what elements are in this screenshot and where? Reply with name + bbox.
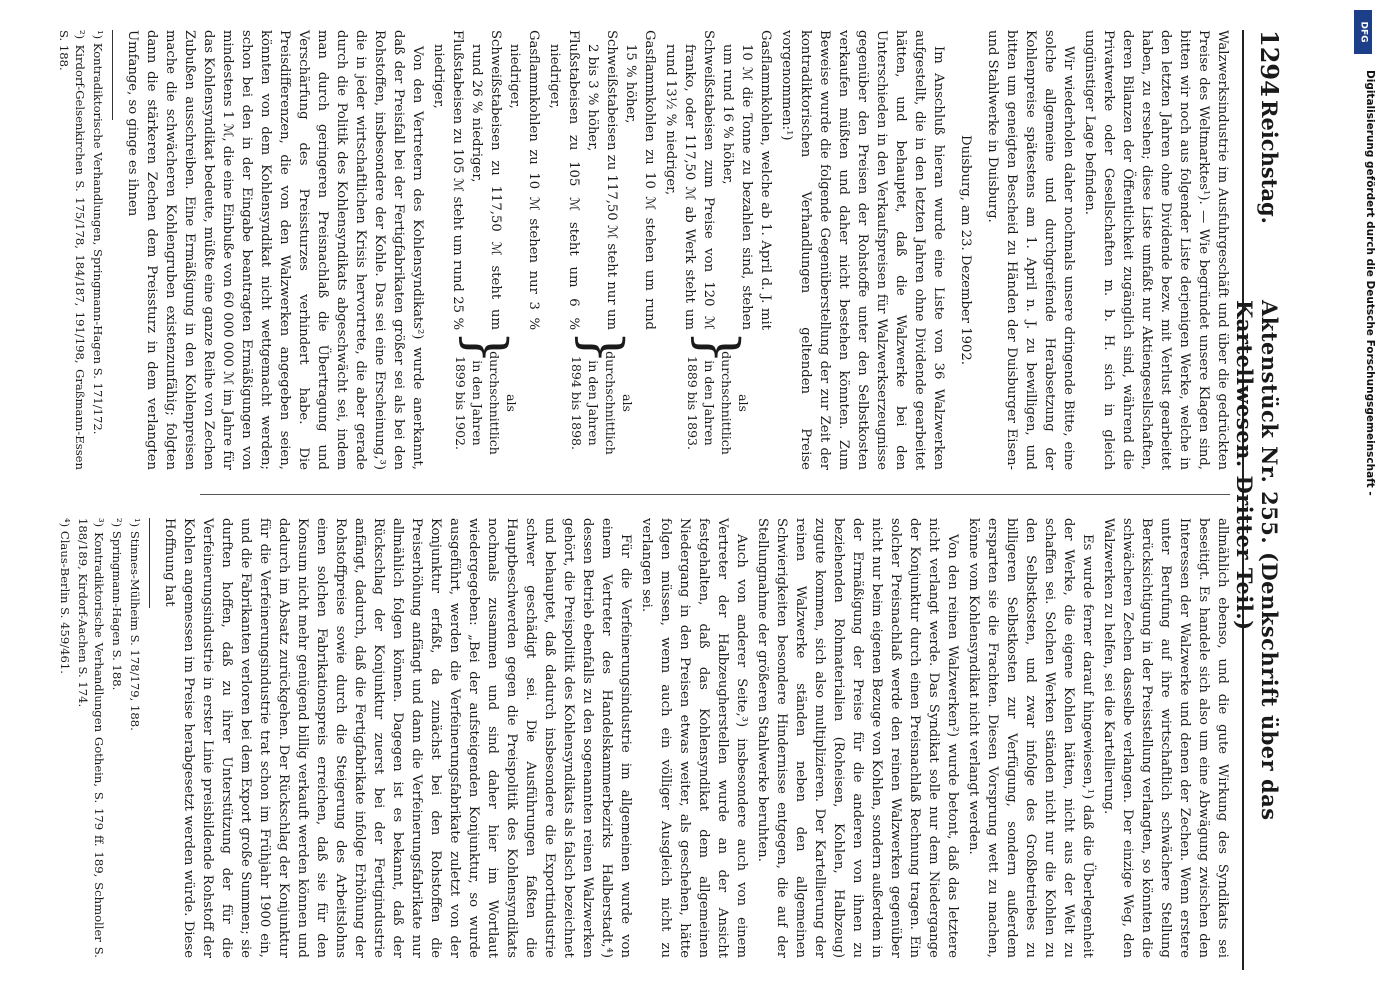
comparison-period: als durchschnittlich in den Jahren 1899 bis 1902.	[453, 351, 519, 455]
paragraph: Wir wiederholen daher nochmals unsere dringende Bitte, eine solche allgemeine und durchgreifende Herabsetzung der Kohlenpreise spätestens am 1. April n. J. zu bewilligen, und bitten um geneigten Bescheid zu Händen der Duisburger Eisen- und Stahlwerke in Duisburg.	[985, 30, 1076, 470]
paragraph: Im Anschluß hieran wurde eine Liste von 36 Walzwerken aufgestellt, die in den letzten Jahren ohne Dividende gearbeitet hätten, und behauptet, daß die Walzwerke bei den Unterschieden in den Verkaufspreisen für Walzwerkserzeugnisse gegenüber den Preisen der Rohstoffe unter den Selbstkosten verkaufen müßten und daher nicht bestehen könnten. Zum Beweise wurde die folgende Gegenüberstellung der zur Zeit der kontradiktorischen Verhandlungen geltenden Preise vorgenommen:¹)	[779, 30, 946, 470]
running-head-title: Aktenstück Nr. 255. (Denkschrift über das Kartellwesen. Dritter Teil.)	[1232, 300, 1282, 821]
rotated-page	[57, 30, 1290, 970]
dateline: Duisburg, am 23. Dezember 1902.	[958, 135, 973, 365]
comparison-period: als durchschnittlich in den Jahren 1894 bis 1898.	[569, 351, 635, 455]
paragraph: Es wurde ferner darauf hingewiesen,¹) daß die Überlegenheit der Werke, die eigene Kohlen hätten, nicht aus der Welt zu schaffen sei. Solchen Werken ständen nicht nur die Kohlen zu den Selbstkosten, und zwar infolge des Großbetriebes zu billigeren Selbstkosten zur Verfügung, sondern außerdem ersparten sie die Frachten. Diesen Vorsprung wett zu machen, könne vom Kohlensyndikat nicht verlangt werden.	[966, 518, 1095, 958]
brace-mark: }	[571, 330, 634, 365]
paragraph: allmählich ebenso, und die gute Wirkung des Syndikats sei beseitigt. Es handele sich also um eine Abwägung zwischen den Interessen der Walzwerke und denen der Zechen. Wenn erstere unter Berufung auf ihre wirtschaftlich schwächere Stellung Berücksichtigung in der Preisstellung verlangten, so könnten die schwächeren Zechen dasselbe verlangen. Der einzige Weg, den Walzwerken zu helfen, sei die Kartellierung.	[1101, 518, 1230, 958]
paragraph: Von den Vertretern des Kohlensyndikats²) wurde anerkannt, daß der Preisfall bei der Fertigfabrikaten größer sei als bei den Rohstoffen, insbesondere der Kohle. Das sei eine Erscheinung,³) die in jeder wirtschaftlichen Krisis hervortrete, die aber gerade durch die Politik des Kohlensyndikats abgeschwächt sei, indem man durch geringeren Preisnachlaß die Übertragung und Verschärfung des Preissturzes verhindert habe. Die Preisdifferenzen, die von den Walzwerken angegeben seien, könnten von dem Kohlensyndikat nicht wettgemacht werden; schon bei den in der Eingabe beantragten Ermäßigungen von mindestens 1 ℳ, die eine Einbuße von 60 000 000 ℳ im Jahre für das Kohlensyndikat bedeute, müßte eine ganze Reihe von Zechen Zubußen ausschreiben. Eine Ermäßigung in den Kohlenpreisen mache die schwächeren Kohlengruben existenzunfähig; folgten dann die stärkeren Zechen dem Preissturz in dem verlangten Umfange, so ginge es ihnen	[125, 30, 425, 470]
digitization-margin	[1340, 10, 1380, 990]
digitization-credit: Digitalisierung gefördert durch die Deutsche Forschungsgemeinschaft -	[1364, 70, 1376, 496]
comparison-item: Schweißstabeisen zu 117,50 ℳ steht um rund 26 % niedriger,	[469, 30, 503, 330]
comparison-item: Schweißstabeisen zum Preise von 120 ℳ franko, oder 117,50 ℳ ab Werk steht um rund 13½ % niedriger,	[663, 30, 716, 330]
right-column	[55, 518, 1232, 958]
paragraph: Auch von anderer Seite,³) insbesondere auch von einem Vertreter der Halbzeugherstellen wurde an der Ansicht festgehalten, daß das Kohlensyndikat dem allgemeinen Niedergang in den Preisen etwas weiter, als geschehen, hätte folgen müssen, wenn auch ein völliger Ausgleich nicht zu verlangen sei.	[639, 518, 749, 958]
brace-mark: }	[455, 330, 518, 365]
paragraph: Walzwerksindustrie im Ausfuhrgeschäft und über die gedrückten Preise des Weltmarktes¹). — Wie begründet unsere Klagen sind, bitten wir noch aus folgender Liste derjenigen Werke, welche in den letzten Jahren ohne Dividende bezw. mit Verlust gearbeitet haben, zu ersehen; diese Liste umfaßt nur Aktiengesellschaften, deren Bilanzen der Öffentlichkeit zugänglich sind, während die Privatwerke oder Gesellschaften m. b. H. sich in gleich ungünstiger Lage befinden.	[1082, 30, 1230, 470]
page-header	[1232, 30, 1290, 970]
dfg-logo-text: DFG	[1358, 21, 1369, 43]
paragraph: Für die Verfeinerungsindustrie im allgemeinen wurde von einem Vertreter des Handelskammerbezirks Halberstadt,⁴) dessen Betrieb ebenfalls zu den sogenannten reinen Walzwerken gehört, die Preispolitik des Kohlensyndikats als falsch bezeichnet und behauptet, daß dadurch insbesondere die Exportindustrie schwer geschädigt sei. Die Ausführungen faßten die Hauptbeschwerden gegen die Preispolitik des Kohlensyndikats nochmals zusammen und sind daher hier im Wortlaut wiedergegeben: „Bei der aufsteigenden Konjunktur, so wurde ausgeführt, werden die Verfeinerungsfabrikate zuletzt von der Konjunktur erfaßt, da zunächst bei den Rohstoffen die Preiserhöhung anfängt und dann die Verfeinerungsfabrikate nur allmählich folgen können. Dagegen ist es bekannt, daß der Rückschlag der Konjunktur zuerst bei der Fertigindustrie anfängt, dadurch, daß die Fertigfabrikate infolge Erhöhung der Rohstoffpreise sowie durch die Steigerung des Arbeitslohns einen solchen Fabrikationspreis erreichen, daß sie für den Konsum nicht mehr genügend billig verkauft werden können und dadurch im Absatz zurückgehen. Der Rückschlag der Konjunktur für die Verfeinerungsindustrie trat schon im Frühjahr 1900 ein, und die Fabrikanten verloren bei dem Export große Summen; sie durften hoffen, daß zu ihrer Unterstützung der für die Verfeinerungsindustrie in erster Linie preisbildende Rohstoff der Kohlen angemessen im Preise herabgesetzt werden würde. Diese Hoffnung hat	[162, 518, 633, 958]
footnote: ²) Springmann-Hagen S. 188.	[110, 518, 124, 691]
footnote: ²) Kirdorf-Gelsenkirchen S. 175/178, 184/187, 191/198, Graßmann-Essen S. 188.	[57, 30, 87, 470]
footnote: ³) Kontradiktorische Verhandlungen Gothein, S. 179 ff. 189, Schmoller S. 188/189, Kirdorf-Aachen S. 174.	[76, 518, 106, 958]
comparison-item: Schweißstabeisen zu 117,50 ℳ steht nur um 2 bis 3 % höher,	[585, 30, 619, 330]
comparison-item: Flußstabeisen zu 105 ℳ steht um 6 % niedriger,	[547, 30, 581, 330]
comparison-item: Flußstabeisen zu 105 ℳ steht um rund 25 % niedriger,	[431, 30, 465, 330]
price-comparison-group	[429, 30, 543, 470]
footnote-rule	[112, 30, 113, 120]
paragraph: Von den reinen Walzwerken²) wurde betont, daß das letztere nicht verlangt werde. Das Syndikat solle nur dem Niedergange der Konjunktur durch einen Preisnachlaß Rechnung tragen. Ein solcher Preisnachlaß werde den reinen Walzwerken gegenüber nicht nur beim eigenen Bezuge von Kohlen, sondern außerdem in der Ermäßigung der Preise für die anderen von ihnen zu beziehenden Rohmaterialien (Roheisen, Kohlen, Halbzeug) zugute kommen, sich also multiplizieren. Der Kartellierung der reinen Walzwerke ständen neben den allgemeinen Schwierigkeiten besondere Hindernisse entgegen, die auf der Stellungnahme der größeren Stahlwerke beruhten.	[755, 518, 960, 958]
footnote: ¹) Kontradiktorische Verhandlungen, Springmann-Hagen S. 171/172.	[91, 30, 105, 435]
comparison-item: Gasflammkohlen zu 10 ℳ stehen um rund 15 % höher,	[623, 30, 657, 330]
running-head-lead: Reichstag.	[1257, 100, 1282, 224]
left-column	[54, 30, 1232, 470]
page-number: 1294	[1255, 30, 1284, 97]
price-comparison-group	[661, 30, 775, 470]
price-comparison-group	[545, 30, 659, 470]
footnote: ⁴) Claus-Berlin S. 459/461.	[58, 518, 72, 674]
dfg-logo	[1354, 10, 1372, 54]
footnote-rule	[149, 518, 150, 608]
comparison-item: Gasflammkohlen, welche ab 1. April d. J. mit 10 ℳ die Tonne zu bezahlen sind, stehen um rund 16 % höher,	[720, 30, 773, 330]
comparison-period: als durchschnittlich in den Jahren 1889 bis 1893.	[685, 351, 751, 455]
column-divider	[200, 494, 1230, 495]
brace-mark: }	[687, 330, 750, 365]
comparison-item: Gasflammkohlen zu 10 ℳ stehen nur 3 % niedriger,	[507, 30, 541, 330]
footnote: ¹) Stinnes-Mülheim S. 178/179, 188.	[128, 518, 142, 731]
